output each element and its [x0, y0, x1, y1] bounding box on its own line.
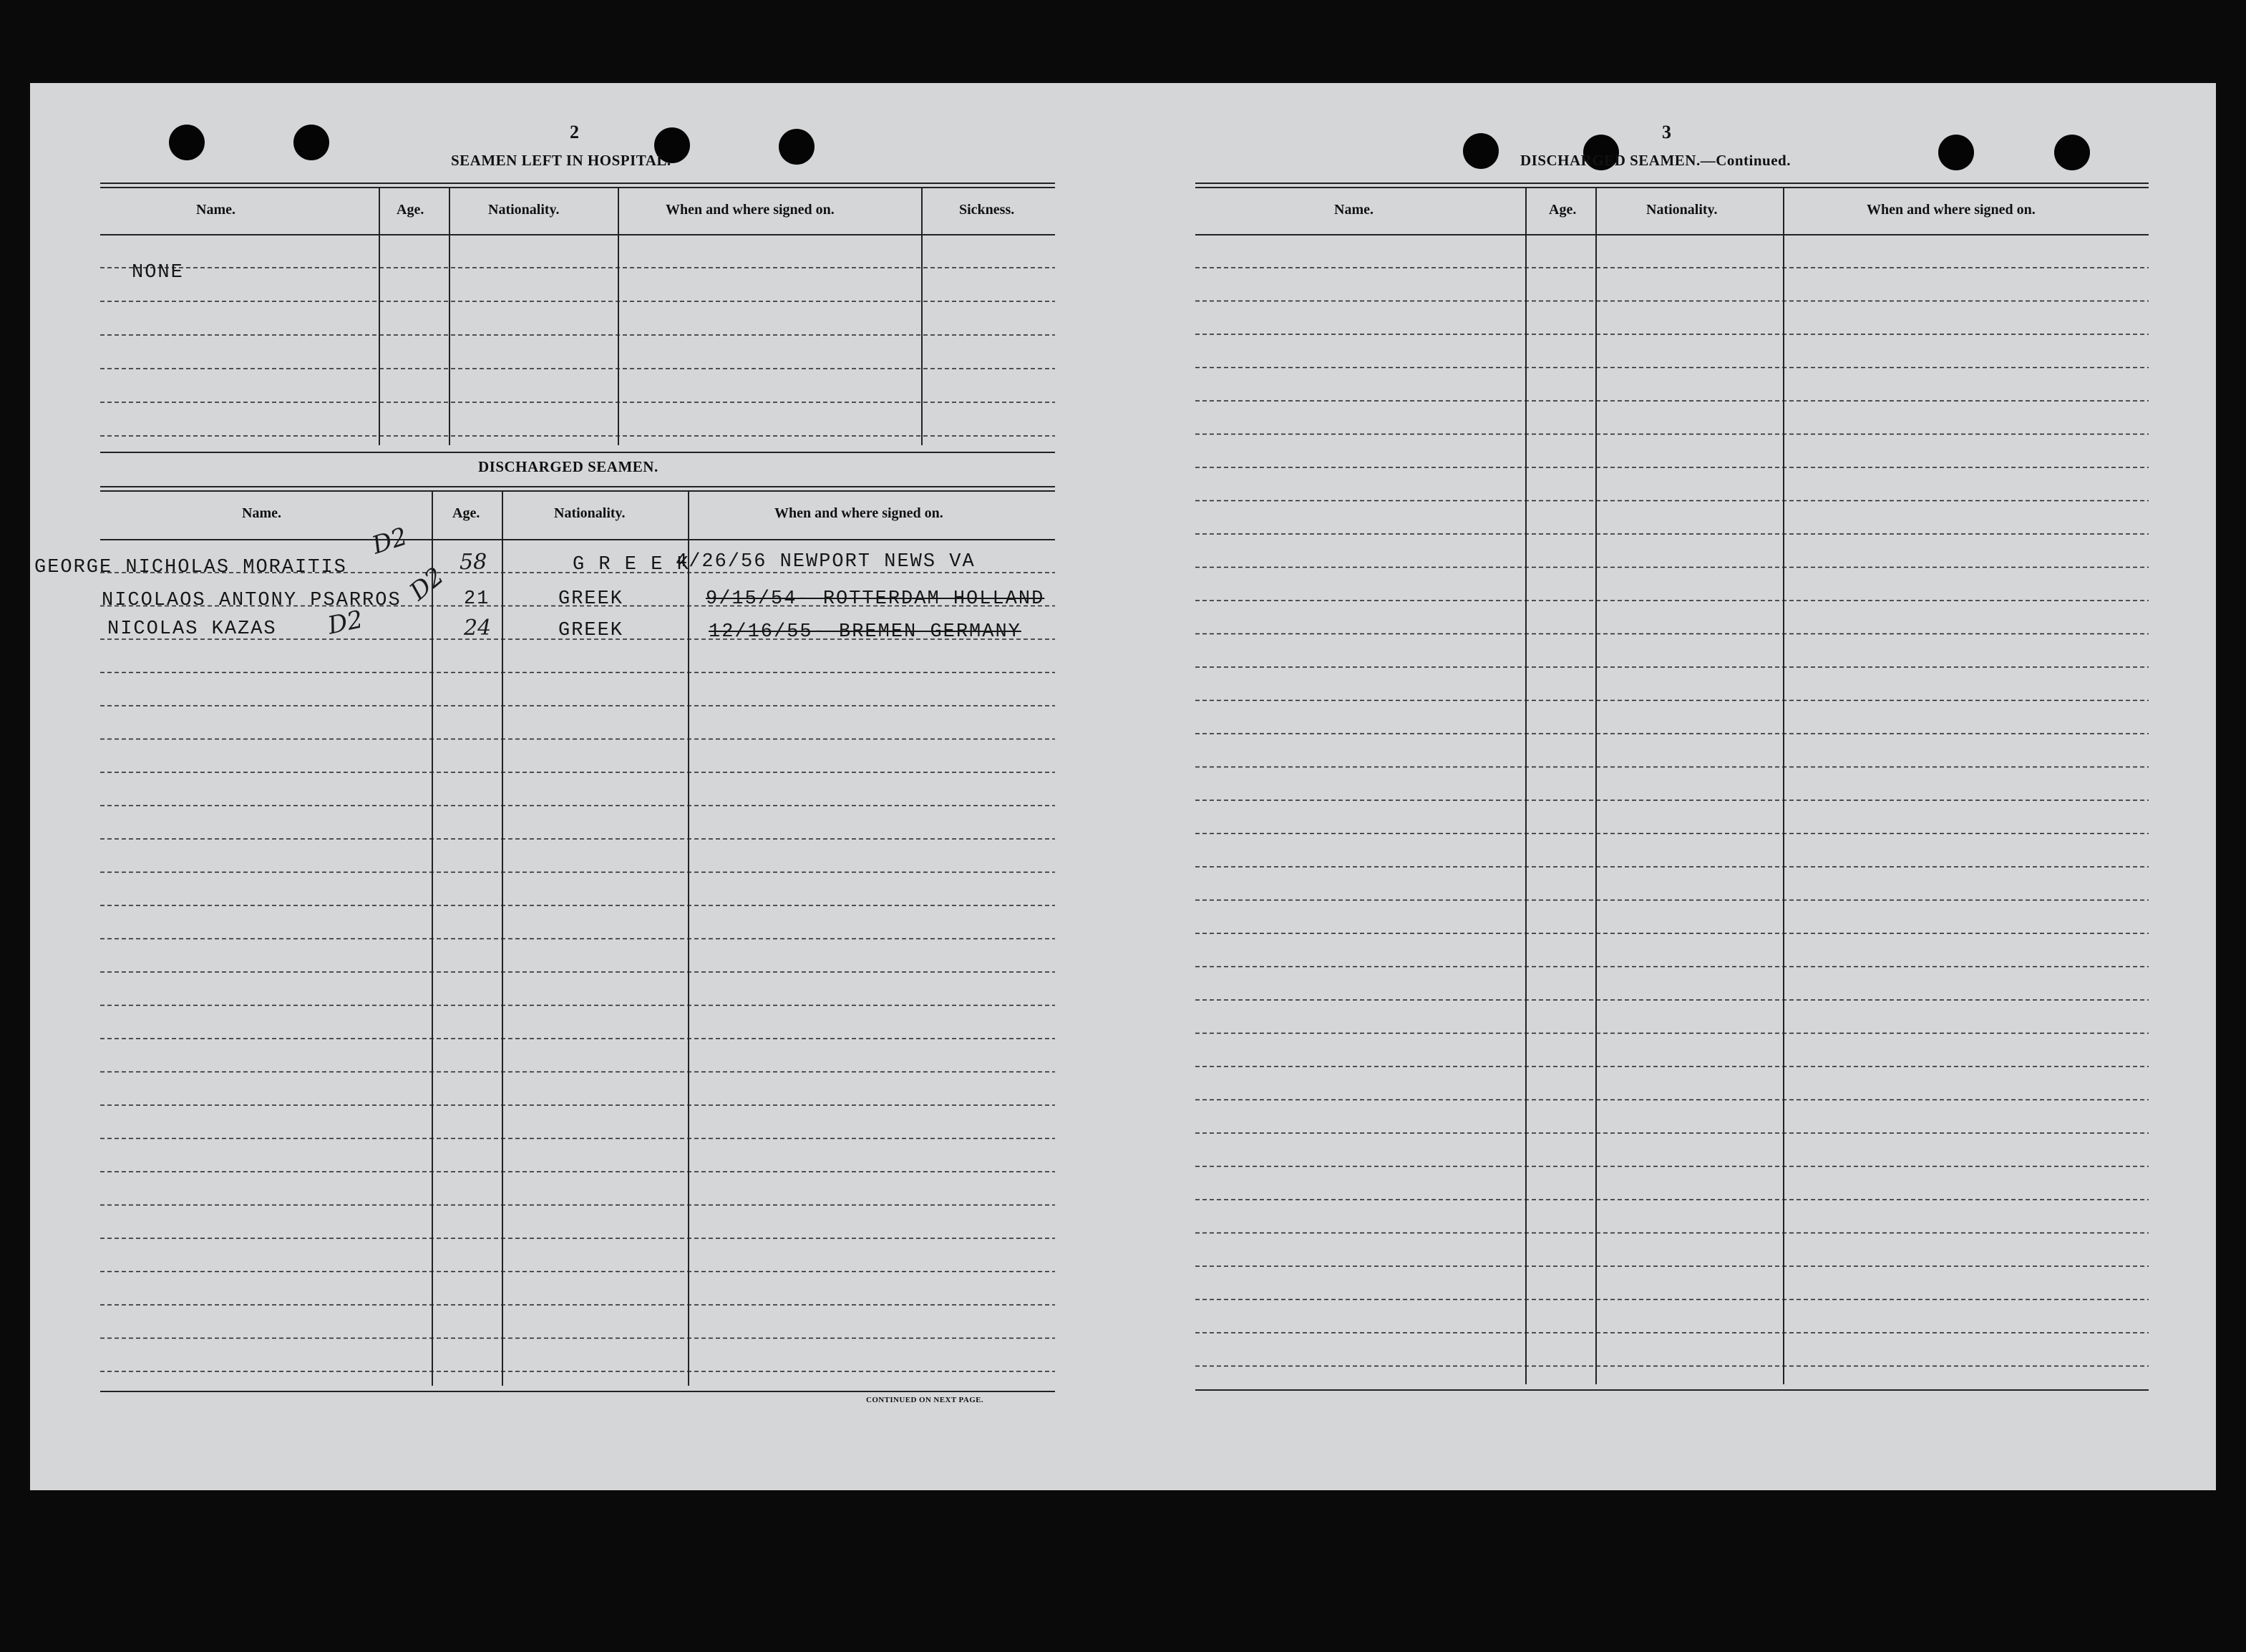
handwritten-mark: D2 [325, 605, 366, 641]
seaman-name: NICOLAS KAZAS [107, 618, 277, 640]
seaman-age: 58 [460, 550, 487, 575]
seaman-signed-on: 4/26/56 NEWPORT NEWS VA [676, 551, 976, 573]
hospital-header-nationality: Nationality. [488, 202, 560, 218]
right-section-title: DISCHARGED SEAMEN.—Continued. [1520, 152, 1791, 169]
right-header-signed-on: When and where signed on. [1867, 202, 2036, 218]
right-header-age: Age. [1549, 202, 1577, 218]
discharged-header-signed-on: When and where signed on. [774, 505, 943, 521]
seaman-signed-on: 12/16/55- BREMEN GERMANY [709, 621, 1021, 643]
page-number-left: 2 [570, 122, 579, 142]
discharged-header-age: Age. [452, 505, 480, 521]
hospital-header-signed-on: When and where signed on. [666, 202, 835, 218]
seaman-nationality: G R E E K [573, 554, 690, 575]
seaman-signed-on: 9/15/54- ROTTERDAM HOLLAND [706, 588, 1045, 610]
document-sheet [30, 83, 2216, 1490]
hospital-entry-none: NONE [132, 262, 184, 283]
seaman-name: NICOLAOS ANTONY PSARROS [102, 590, 402, 611]
seaman-nationality: GREEK [558, 588, 624, 610]
seaman-age: 24 [464, 616, 492, 641]
discharged-header-name: Name. [242, 505, 281, 521]
seaman-name: GEORGE NICHOLAS MORAITIS [34, 557, 347, 578]
ruled-lines [30, 83, 2216, 1490]
seaman-age: 21 [464, 588, 490, 610]
right-header-nationality: Nationality. [1646, 202, 1718, 218]
right-header-name: Name. [1334, 202, 1374, 218]
hospital-header-age: Age. [397, 202, 424, 218]
discharged-section-title: DISCHARGED SEAMEN. [478, 458, 658, 475]
hospital-header-name: Name. [196, 202, 235, 218]
handwritten-mark: D2 [404, 561, 450, 607]
hospital-section-title: SEAMEN LEFT IN HOSPITAL. [451, 152, 671, 169]
continued-note: CONTINUED ON NEXT PAGE. [866, 1396, 984, 1404]
page-number-right: 3 [1662, 122, 1671, 142]
handwritten-mark: D2 [369, 522, 411, 560]
hospital-header-sickness: Sickness. [959, 202, 1015, 218]
seaman-nationality: GREEK [558, 620, 624, 641]
discharged-header-nationality: Nationality. [554, 505, 626, 521]
